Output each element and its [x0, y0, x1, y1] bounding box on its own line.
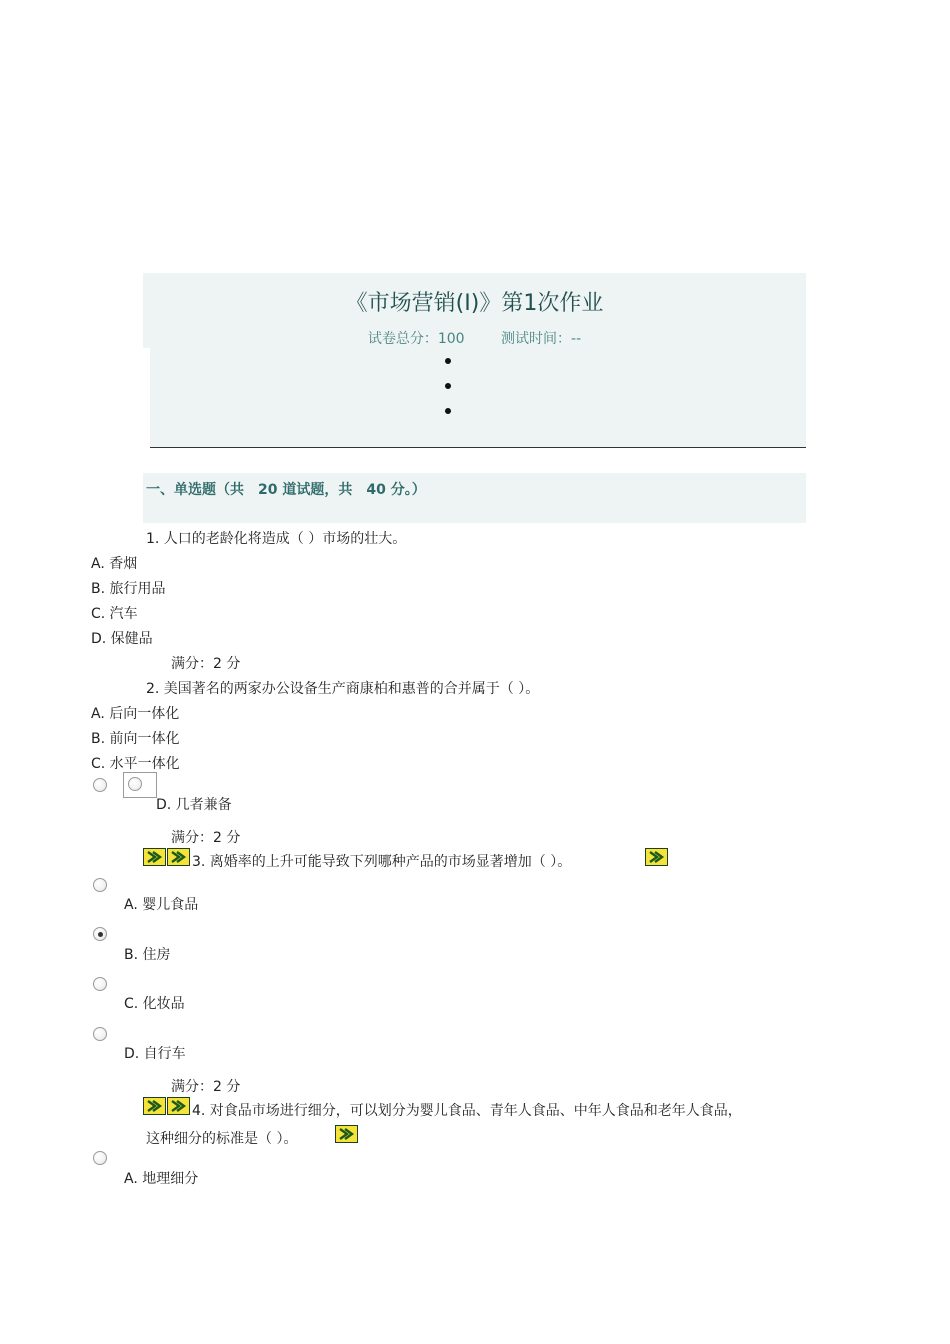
yellow-arrow-mark-icon: [335, 1125, 358, 1143]
test-time: 测试时间：--: [501, 331, 582, 347]
yellow-arrow-mark-icon: [167, 848, 190, 866]
yellow-arrow-mark-icon: [645, 848, 668, 866]
q1-score: 满分：2 分: [171, 656, 241, 672]
q4-option-a-radio-icon[interactable]: [93, 1151, 107, 1165]
q1-option-b: B. 旅行用品: [91, 581, 166, 597]
radio-button-icon[interactable]: [128, 777, 142, 791]
exam-meta: [143, 328, 806, 348]
yellow-arrow-mark-icon: [143, 1097, 166, 1115]
question-2-stem: 2. 美国著名的两家办公设备生产商康柏和惠普的合并属于（ ）。: [146, 681, 540, 697]
q3-option-a: A. 婴儿食品: [124, 897, 199, 913]
total-score: 试卷总分：100: [367, 331, 465, 347]
q3-option-b: B. 住房: [124, 947, 171, 963]
question-1-stem: 1. 人口的老龄化将造成（ ）市场的壮大。: [146, 531, 407, 547]
q2-option-c: C. 水平一体化: [91, 756, 180, 772]
yellow-arrow-mark-icon: [167, 1097, 190, 1115]
q2-radio-frame[interactable]: [123, 772, 157, 798]
q4-option-a: A. 地理细分: [124, 1171, 199, 1187]
q2-option-d-radio-icon[interactable]: [93, 778, 107, 792]
bullet-dot: [445, 358, 451, 364]
q1-option-a: A. 香烟: [91, 556, 138, 572]
q2-option-d: D. 几者兼备: [156, 797, 232, 813]
question-4-stem-line2: 这种细分的标准是（ ）。: [146, 1131, 298, 1147]
q3-option-d: D. 自行车: [124, 1046, 186, 1062]
bullet-dot: [445, 383, 451, 389]
q1-option-c: C. 汽车: [91, 606, 138, 622]
header-notch: [143, 348, 150, 448]
yellow-arrow-mark-icon: [143, 848, 166, 866]
page-title: 《市场营销(Ⅰ)》第1次作业: [345, 291, 604, 316]
q2-score: 满分：2 分: [171, 830, 241, 846]
q3-option-d-radio-icon[interactable]: [93, 1027, 107, 1041]
bullet-dot: [445, 408, 451, 414]
q3-option-c-radio-icon[interactable]: [93, 977, 107, 991]
q2-option-a: A. 后向一体化: [91, 706, 180, 722]
q2-option-b: B. 前向一体化: [91, 731, 180, 747]
q3-option-b-radio-icon[interactable]: [93, 927, 107, 941]
q3-option-a-radio-icon[interactable]: [93, 878, 107, 892]
section-title: 一、单选题（共 20 道试题，共 40 分。）: [146, 482, 426, 498]
q3-option-c: C. 化妆品: [124, 996, 185, 1012]
question-4-stem-line1: 4. 对食品市场进行细分，可以划分为婴儿食品、青年人食品、中年人食品和老年人食品，: [192, 1103, 742, 1119]
question-3-stem: 3. 离婚率的上升可能导致下列哪种产品的市场显著增加（ ）。: [192, 854, 572, 870]
q1-option-d: D. 保健品: [91, 631, 153, 647]
q3-score: 满分：2 分: [171, 1079, 241, 1095]
